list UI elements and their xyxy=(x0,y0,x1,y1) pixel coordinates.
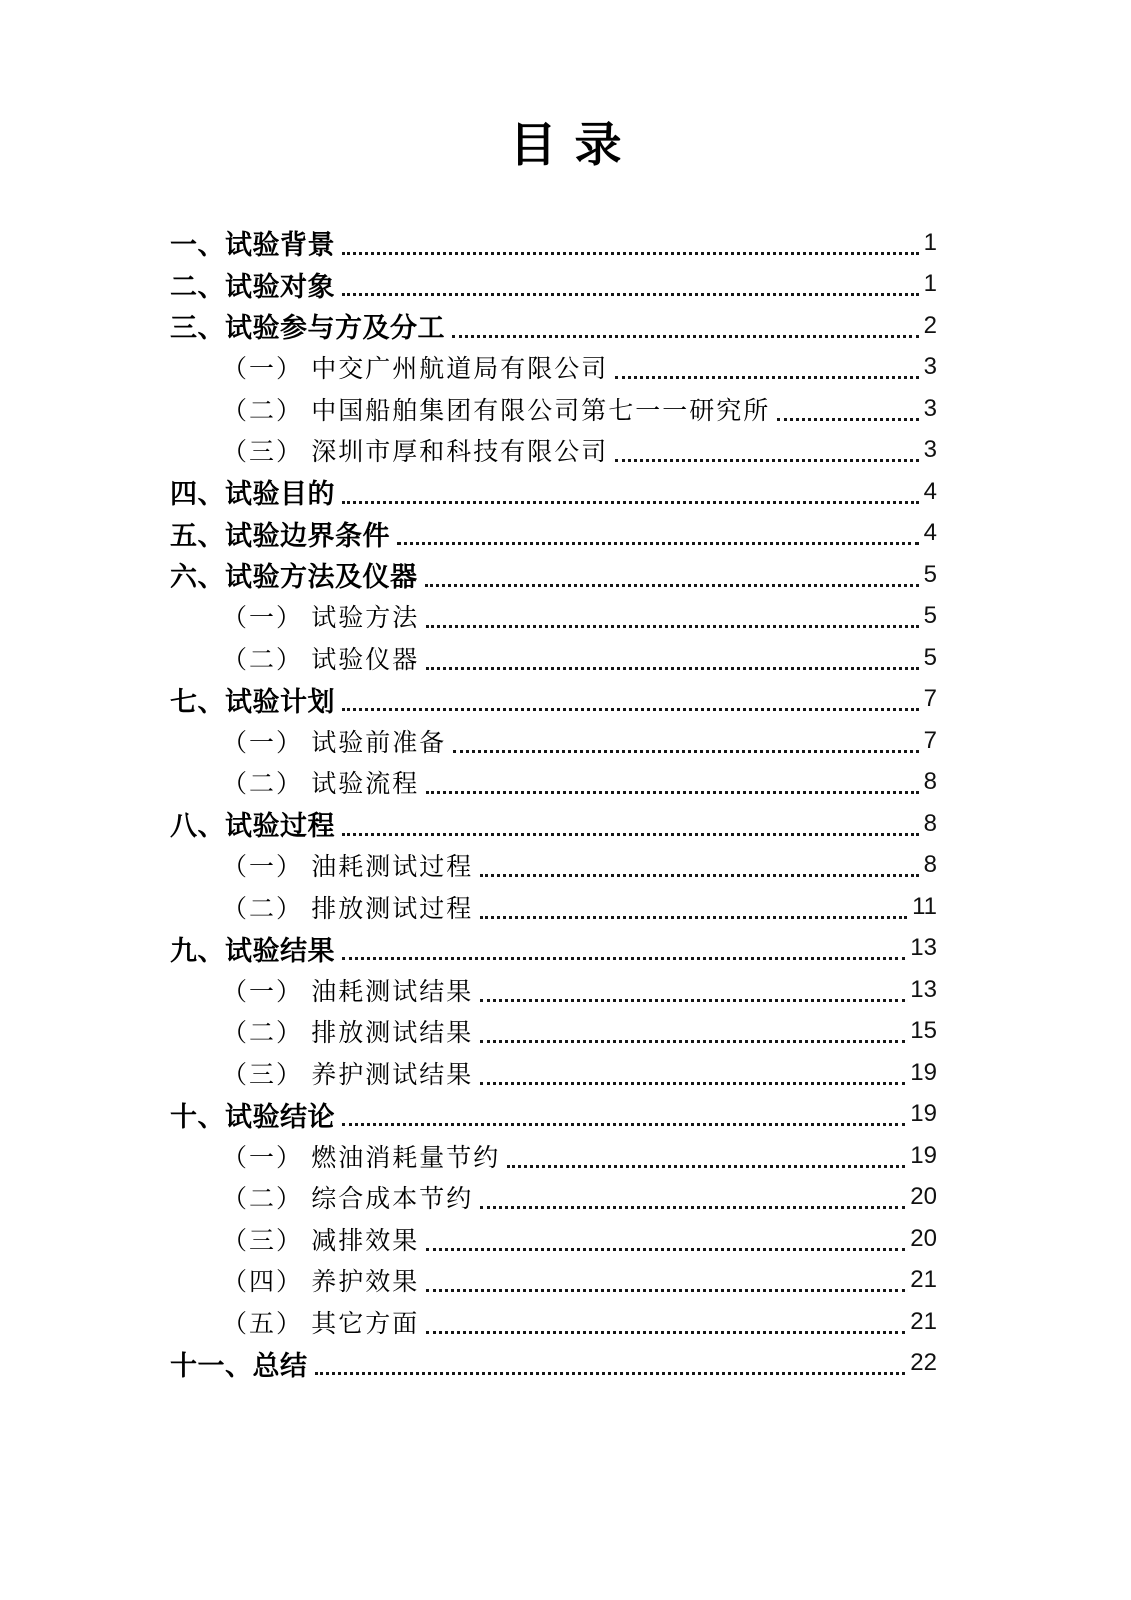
dot-leader xyxy=(426,1248,905,1251)
toc-title: 目录 xyxy=(509,120,640,172)
dot-leader xyxy=(426,791,918,794)
toc-entry-label: 一、试验背景 xyxy=(170,230,335,261)
dot-leader xyxy=(342,1123,905,1126)
dot-leader xyxy=(342,252,919,255)
toc-entry-page-number: 3 xyxy=(923,436,937,464)
toc-entry-page-number: 4 xyxy=(923,519,937,547)
toc-entry xyxy=(170,222,937,264)
toc-entry xyxy=(170,596,937,638)
toc-entry-page-number: 1 xyxy=(923,228,937,256)
toc-entry-page-number: 21 xyxy=(910,1266,937,1294)
toc-entry xyxy=(170,1011,937,1053)
dot-leader xyxy=(480,916,907,919)
dot-leader xyxy=(480,1040,905,1043)
toc-entry xyxy=(170,679,937,721)
dot-leader xyxy=(342,501,919,504)
toc-entry-page-number: 8 xyxy=(923,851,937,879)
toc-entry-page-number: 19 xyxy=(910,1100,937,1128)
dot-leader xyxy=(315,1372,906,1375)
toc-entry-page-number: 7 xyxy=(923,685,937,713)
toc-entry-label: （四） 养护效果 xyxy=(222,1269,420,1297)
toc-entry xyxy=(170,762,937,804)
toc-entry-label: 二、试验对象 xyxy=(170,271,335,302)
toc-entry-label: 五、试验边界条件 xyxy=(170,520,390,551)
dot-leader xyxy=(615,376,918,379)
toc-entry-label: 六、试验方法及仪器 xyxy=(170,562,418,593)
toc-entry-page-number: 19 xyxy=(910,1058,937,1086)
toc-entry xyxy=(170,845,937,887)
toc-entry xyxy=(170,1343,937,1385)
toc-entry-page-number: 3 xyxy=(923,394,937,422)
toc-entry-page-number: 20 xyxy=(910,1183,937,1211)
toc-entry-page-number: 2 xyxy=(923,311,937,339)
toc-entry-label: （二） 中国船舶集团有限公司第七一一研究所 xyxy=(222,397,771,425)
toc-entry-page-number: 8 xyxy=(923,809,937,837)
toc-entry xyxy=(170,388,937,430)
toc-entry xyxy=(170,1177,937,1219)
dot-leader xyxy=(342,833,919,836)
toc-entry-label: 十、试验结论 xyxy=(170,1101,335,1132)
dot-leader xyxy=(425,584,919,587)
toc-entry-label: （一） 试验方法 xyxy=(222,605,420,633)
toc-entry xyxy=(170,471,937,513)
toc-entry-label: （五） 其它方面 xyxy=(222,1310,420,1338)
toc-entry xyxy=(170,1260,937,1302)
dot-leader xyxy=(480,999,905,1002)
toc-entry-label: （一） 燃油消耗量节约 xyxy=(222,1144,501,1172)
toc-entry xyxy=(170,1094,937,1136)
toc-entry xyxy=(170,1218,937,1260)
toc-entry-label: 九、试验结果 xyxy=(170,935,335,966)
toc-entry xyxy=(170,513,937,555)
dot-leader xyxy=(452,335,919,338)
toc-entry xyxy=(170,430,937,472)
toc-entry-label: （三） 减排效果 xyxy=(222,1227,420,1255)
toc-entry-page-number: 4 xyxy=(923,477,937,505)
toc-entry-page-number: 7 xyxy=(923,726,937,754)
toc-entry xyxy=(170,554,937,596)
toc-entry-page-number: 8 xyxy=(923,768,937,796)
dot-leader xyxy=(426,625,918,628)
toc-entry-label: （一） 油耗测试结果 xyxy=(222,978,474,1006)
toc-entry-label: （二） 排放测试结果 xyxy=(222,1020,474,1048)
toc-entry-label: （二） 综合成本节约 xyxy=(222,1186,474,1214)
toc-entry xyxy=(170,720,937,762)
toc-entry xyxy=(170,347,937,389)
dot-leader xyxy=(615,459,918,462)
dot-leader xyxy=(507,1165,905,1168)
toc-entry-label: 八、试验过程 xyxy=(170,811,335,842)
toc-entry xyxy=(170,969,937,1011)
toc-entry xyxy=(170,637,937,679)
toc-entry-page-number: 1 xyxy=(923,270,937,298)
toc-entry-label: （一） 试验前准备 xyxy=(222,729,447,757)
toc-entry-page-number: 11 xyxy=(912,892,937,920)
toc-entry xyxy=(170,803,937,845)
toc-entry-label: （二） 排放测试过程 xyxy=(222,895,474,923)
toc-entry xyxy=(170,886,937,928)
toc-entry xyxy=(170,1052,937,1094)
dot-leader xyxy=(342,293,919,296)
toc-entry-page-number: 5 xyxy=(923,643,937,671)
toc-entry-page-number: 19 xyxy=(910,1141,937,1169)
dot-leader xyxy=(453,750,918,753)
toc-entry-page-number: 21 xyxy=(910,1307,937,1335)
dot-leader xyxy=(342,957,905,960)
toc-entry-page-number: 20 xyxy=(910,1224,937,1252)
dot-leader xyxy=(480,1082,905,1085)
toc-list xyxy=(170,222,937,1384)
dot-leader xyxy=(426,1331,905,1334)
toc-entry-page-number: 3 xyxy=(923,353,937,381)
dot-leader xyxy=(480,874,918,877)
toc-entry-label: （一） 油耗测试过程 xyxy=(222,854,474,882)
toc-entry xyxy=(170,1135,937,1177)
toc-entry xyxy=(170,264,937,306)
toc-entry-label: 三、试验参与方及分工 xyxy=(170,313,445,344)
dot-leader xyxy=(777,418,918,421)
dot-leader xyxy=(426,667,918,670)
toc-entry-label: 十一、总结 xyxy=(170,1350,308,1381)
toc-entry-label: 七、试验计划 xyxy=(170,686,335,717)
toc-entry-label: （一） 中交广州航道局有限公司 xyxy=(222,356,609,384)
dot-leader xyxy=(342,708,919,711)
toc-entry xyxy=(170,305,937,347)
toc-entry-page-number: 13 xyxy=(910,975,937,1003)
toc-entry-label: （三） 深圳市厚和科技有限公司 xyxy=(222,439,609,467)
toc-entry-page-number: 5 xyxy=(923,560,937,588)
toc-entry xyxy=(170,928,937,970)
toc-entry-label: （二） 试验仪器 xyxy=(222,646,420,674)
dot-leader xyxy=(426,1289,905,1292)
dot-leader xyxy=(397,542,919,545)
toc-entry-label: （二） 试验流程 xyxy=(222,771,420,799)
toc-entry-page-number: 13 xyxy=(910,934,937,962)
toc-entry-page-number: 5 xyxy=(923,602,937,630)
toc-entry-page-number: 15 xyxy=(910,1017,937,1045)
toc-entry xyxy=(170,1301,937,1343)
toc-entry-page-number: 22 xyxy=(910,1349,937,1377)
toc-entry-label: 四、试验目的 xyxy=(170,479,335,510)
toc-entry-label: （三） 养护测试结果 xyxy=(222,1061,474,1089)
dot-leader xyxy=(480,1206,905,1209)
